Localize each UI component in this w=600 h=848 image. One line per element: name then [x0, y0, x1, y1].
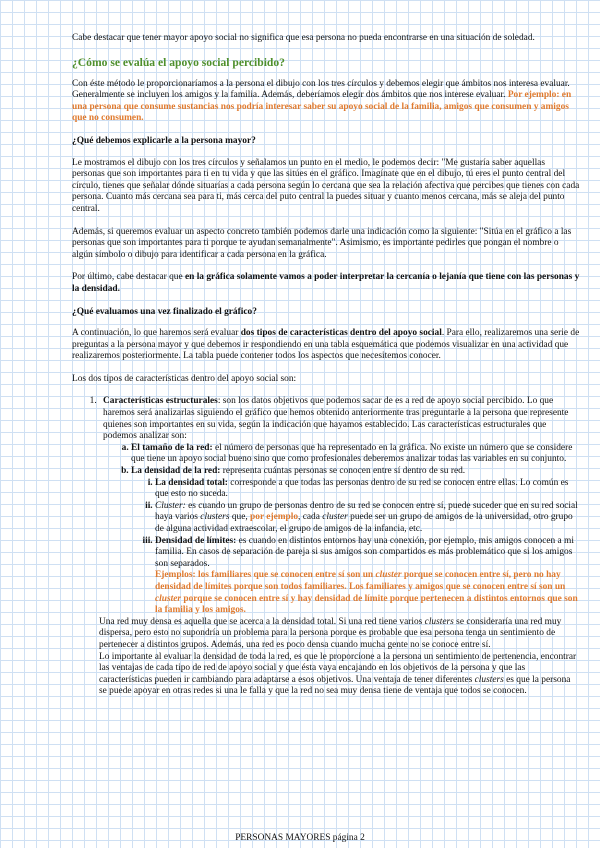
cont-p2-a: Lo importante al evaluar la densidad de toda la red, es que le proporcione a la persona un sentimiento de pertenencia, encontrar las ventajas de cada tipo de red de apoyo social y que ésta vaya encajando en los objetivos de la persona y que las características pueden ir cambiando para adaptarse a esos objetivos. Una ventaja de tener diferentes	[99, 651, 577, 685]
after-paragraph-2: Los dos tipos de características dentro del apoyo social son:	[72, 373, 297, 384]
network-density-text: representa cuántas personas se conocen entre sí dentro de su red.	[220, 466, 466, 477]
page-footer: PERSONAS MAYORES página 2	[235, 833, 365, 843]
structural-sublist	[103, 443, 580, 617]
structural-text: : son los datos objetivos que podemos sacar de es a red de apoyo social percibido. Lo que haremos será analizarlas siguiendo el gráfico que hemos obtenido anteriormente tras preguntarle a la persona que represente quienes son importantes en su vida, según la indicación que hayamos establecido. Las características estructurales que podemos analizar son:	[103, 396, 569, 442]
continuation-paragraph-1	[99, 617, 580, 652]
network-size-title: El tamaño de la red:	[131, 442, 213, 453]
list-item-network-density	[131, 466, 580, 617]
explain-paragraph-2: Además, si queremos evaluar un aspecto concreto también podemos darle una indicación como la siguiente: "Sitúa en el gráfico a las personas que son importantes para ti porque te ayudan semanalmente". Asimismo, es importante pedirles que pongan el nombre o algún símbolo o dibujo para identificar a cada persona en la gráfica.	[72, 226, 572, 260]
heading-evaluation: ¿Cómo se evalúa el apoyo social percibido?	[72, 55, 285, 69]
cont-p1-a: Una red muy densa es aquella que se acerca a la densidad total. Si una red tiene varios	[99, 616, 425, 627]
boundary-example-a: Ejemplos: los familiares que se conocen entre sí son un	[155, 570, 376, 581]
boundary-example-c: porque se conocen entre sí y hay densidad de límite porque pertenecen a distintos entornos que son la familia y los amigos.	[155, 593, 578, 616]
after-paragraph-1	[72, 328, 580, 363]
density-sublist	[131, 478, 580, 617]
cluster-text-a: es cuando un grupo de personas dentro de su red se conocen entre sí, puede suceder que en su red social haya varios	[155, 500, 578, 523]
list-item-network-size	[131, 443, 580, 466]
boundary-example-cluster: cluster	[375, 570, 402, 581]
network-size-text: el número de personas que ha representado en la gráfica. No existe un número que se considere que tiene un apoyo social bueno sino que como profesionales deberemos analizar todas las variables en su conjunto.	[131, 442, 573, 465]
list-item-structural	[99, 396, 580, 616]
after-p1-bold: dos tipos de características dentro del apoyo social	[240, 328, 442, 339]
boundary-example	[155, 570, 578, 615]
evaluation-text: Con éste método le proporcionaríamos a la persona el dibujo con los tres círculos y debemos elegir que ámbitos nos interesa evaluar. Generalmente se incluyen los amigos y la familia. Además, deberíamos elegir dos ámbitos que nos interese evaluar.	[72, 78, 570, 101]
boundary-density-title: Densidad de límites:	[155, 535, 237, 546]
cluster-term: clusters	[200, 512, 230, 523]
boundary-example-cluster-2: cluster	[155, 593, 182, 604]
heading-explain: ¿Qué debemos explicarle a la persona mayor?	[72, 135, 256, 146]
evaluation-example: Por ejemplo: en una persona que consume sustancias nos podría interesar saber su apoyo social de la familia, amigos que consumen y amigos que no consumen.	[72, 90, 572, 124]
network-density-title: La densidad de la red:	[131, 466, 221, 477]
explain-p3-bold: en la gráfica solamente vamos a poder interpretar la cercanía o lejanía que tiene con las personas y la densidad.	[72, 272, 580, 294]
intro-paragraph: Cabe destacar que tener mayor apoyo social no significa que esa persona no pueda encontrarse en una situación de soledad.	[72, 33, 535, 43]
list-item-cluster	[155, 501, 580, 536]
evaluation-paragraph	[72, 79, 580, 125]
cluster-term-2: cluster	[322, 512, 348, 523]
explain-paragraph-3	[72, 272, 580, 295]
explain-p3-text: Por último, cabe destacar que	[72, 272, 185, 283]
explain-paragraph-1: Le mostramos el dibujo con los tres círculos y señalamos un punto en el medio, le podemos decir: "Me gustaría saber aquellas personas que son importantes para ti en tu vida y que las sitúes en el gráfico. Imagínate que en el dibujo, tú eres el punto central del círculo, tienes que señalar dónde situarías a cada persona según lo cercana que sea la relación afectiva que percibes que tienes con cada persona. Cuanto más cercana sea para ti, más cerca del puto central la puedes situar y cuanto menos cercana, más se aleja del punto central.	[72, 157, 580, 214]
cluster-title: Cluster:	[155, 500, 186, 511]
cont-p2-b: es que la persona se puede apoyar en otras redes si una le falla y que la red no sea muy densa tiene de ventaja que todos se conocen.	[99, 674, 571, 697]
total-density-text: corresponde a que todas las personas dentro de su red se conocen entre ellas. Lo común es que esto no suceda.	[155, 477, 569, 500]
list-item-boundary-density	[155, 536, 580, 617]
cluster-text-b: que,	[229, 512, 251, 523]
cont-p1-clusters: clusters	[424, 616, 454, 627]
boundary-density-text: es cuando en distintos entornos hay una conexión, por ejemplo, mis amigos conocen a mi familia. En casos de separación de pareja si sus amigos son compartidos es más problemático que si los amigos son separados.	[155, 535, 574, 569]
cont-p1-b: se consideraría una red muy dispersa, pero esto no supondría un problema para la persona porque es probable que esa persona tenga un sentimiento de pertenecer a distintos grupos. Además, una red es poco densa cuando mucha gente no se conoce entre sí.	[99, 616, 562, 650]
total-density-title: La densidad total:	[155, 477, 228, 488]
characteristics-list	[72, 396, 580, 616]
cluster-example-label: por ejemplo	[250, 512, 299, 523]
after-p1-text-b: . Para ello, realizaremos una serie de preguntas a la persona mayor y que debemos ir respondiendo en una tabla esquemática que podemos visualizar en una actividad que realizaremos posteriormente. La tabla puede contener todos los aspectos que necesitemos conocer.	[72, 328, 580, 362]
continuation-paragraph-2	[99, 652, 580, 698]
cluster-text-d: puede ser un grupo de amigos de la universidad, otro grupo de alguna actividad extraescolar, el grupo de amigos de la infancia, etc.	[155, 512, 573, 534]
cont-p2-clusters: clusters	[474, 674, 504, 685]
heading-after-graph: ¿Qué evaluamos una vez finalizado el gráfico?	[72, 306, 257, 317]
document-page	[72, 33, 580, 698]
boundary-example-b: porque se conocen entre sí, pero no hay densidad de límites porque son todos familiares. Los familiares y amigos que se conocen entre sí son un	[155, 570, 566, 592]
structural-title: Características estructurales	[103, 396, 218, 407]
cluster-text-c: , cada	[298, 512, 323, 523]
list-item-total-density	[155, 478, 580, 501]
after-p1-text-a: A continuación, lo que haremos será evaluar	[72, 328, 241, 339]
